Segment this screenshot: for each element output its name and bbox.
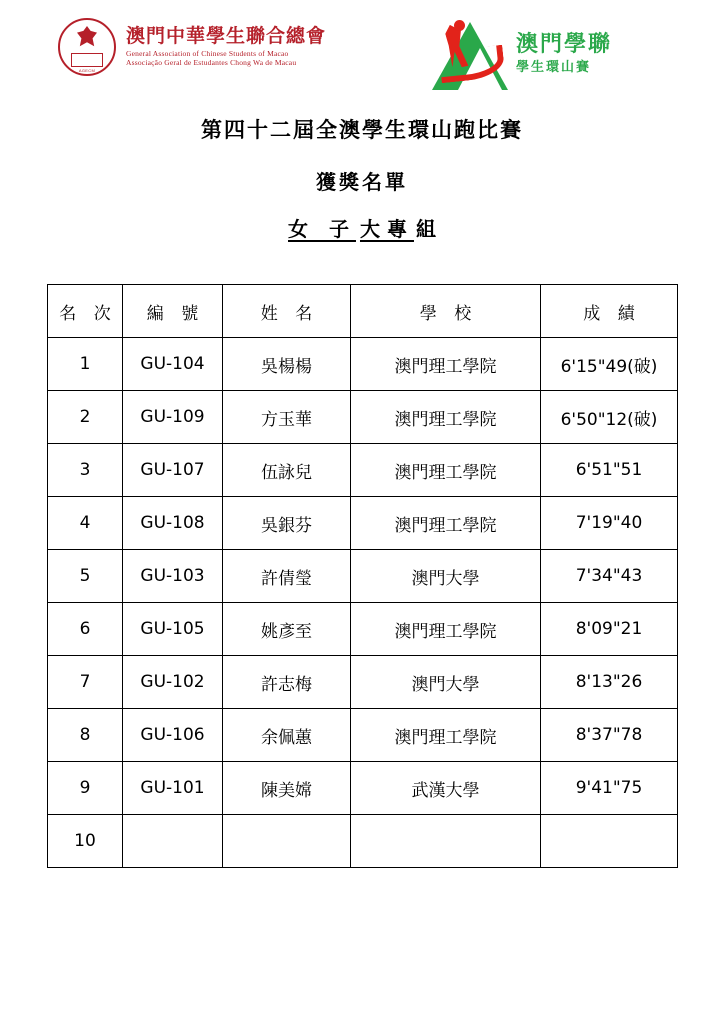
document-header [0,0,724,92]
agecm-name-portuguese: Associação Geral de Estudantes Chong Wa de Macau [126,58,297,68]
cell-rank: 6 [48,603,123,656]
cell-time: 6'15"49(破) [541,338,678,391]
cell-time: 7'19"40 [541,497,678,550]
cell-name: 許倩瑩 [223,550,351,603]
table-row [48,603,678,656]
cell-rank: 9 [48,762,123,815]
column-header-number: 編 號 [123,285,223,338]
cell-school: 澳門理工學院 [351,391,541,444]
table-header-row [48,285,678,338]
agecm-logo [58,18,326,76]
event-logo-text [516,32,612,76]
table-row [48,656,678,709]
cell-name: 許志梅 [223,656,351,709]
cell-name: 方玉華 [223,391,351,444]
table-row [48,338,678,391]
event-logo [418,18,612,90]
cell-school: 澳門理工學院 [351,603,541,656]
table-row [48,762,678,815]
cell-number: GU-103 [123,550,223,603]
table-row [48,815,678,868]
cell-school: 武漢大學 [351,762,541,815]
cell-number: GU-102 [123,656,223,709]
cell-number: GU-109 [123,391,223,444]
results-table-wrapper [47,284,677,868]
cell-rank: 1 [48,338,123,391]
cell-name [223,815,351,868]
category-gender: 女 子 [288,217,356,241]
cell-school: 澳門大學 [351,656,541,709]
table-row [48,391,678,444]
cell-number: GU-105 [123,603,223,656]
column-header-time: 成 績 [541,285,678,338]
event-logo-line1: 澳門學聯 [516,31,613,57]
cell-name: 吳楊楊 [223,338,351,391]
cell-rank: 5 [48,550,123,603]
cell-name: 陳美嫦 [223,762,351,815]
column-header-name: 姓 名 [223,285,351,338]
cell-time [541,815,678,868]
table-row [48,550,678,603]
cell-name: 姚彥至 [223,603,351,656]
event-logo-line2: 學生環山賽 [516,60,592,76]
cell-rank: 10 [48,815,123,868]
cell-rank: 2 [48,391,123,444]
cell-name: 伍詠兒 [223,444,351,497]
category-suffix: 組 [415,217,438,241]
table-body [48,338,678,868]
cell-time: 8'37"78 [541,709,678,762]
column-header-school: 學 校 [351,285,541,338]
table-row [48,497,678,550]
cell-school: 澳門理工學院 [351,444,541,497]
cell-rank: 8 [48,709,123,762]
cell-rank: 3 [48,444,123,497]
cell-time: 8'09"21 [541,603,678,656]
cell-time: 9'41"75 [541,762,678,815]
cell-name: 余佩蕙 [223,709,351,762]
cell-number: GU-107 [123,444,223,497]
table-row [48,444,678,497]
category-division: 大專 [359,217,414,241]
cell-time: 8'13"26 [541,656,678,709]
cell-number: GU-108 [123,497,223,550]
table-row [48,709,678,762]
runner-emblem-icon [418,18,510,90]
column-header-rank: 名 次 [48,285,123,338]
agecm-name-chinese: 澳門中華學生聯合總會 [126,24,327,47]
cell-rank: 7 [48,656,123,709]
agecm-org-names [126,24,327,68]
cell-number: GU-101 [123,762,223,815]
title-block [0,114,724,242]
agecm-seal-icon [58,18,116,76]
cell-number: GU-106 [123,709,223,762]
cell-number: GU-104 [123,338,223,391]
cell-time: 6'51"51 [541,444,678,497]
agecm-seal-text: AGECM [78,68,96,73]
results-table [47,284,678,868]
cell-school [351,815,541,868]
cell-rank: 4 [48,497,123,550]
cell-school: 澳門理工學院 [351,497,541,550]
cell-school: 澳門大學 [351,550,541,603]
cell-school: 澳門理工學院 [351,338,541,391]
cell-school: 澳門理工學院 [351,709,541,762]
cell-number [123,815,223,868]
category-title [0,213,724,242]
cell-time: 6'50"12(破) [541,391,678,444]
cell-time: 7'34"43 [541,550,678,603]
page-title: 第四十二屆全澳學生環山跑比賽 [201,118,523,142]
cell-name: 吳銀芬 [223,497,351,550]
page-subtitle: 獲獎名單 [316,170,408,194]
agecm-name-english: General Association of Chinese Students of Macao [126,48,289,58]
